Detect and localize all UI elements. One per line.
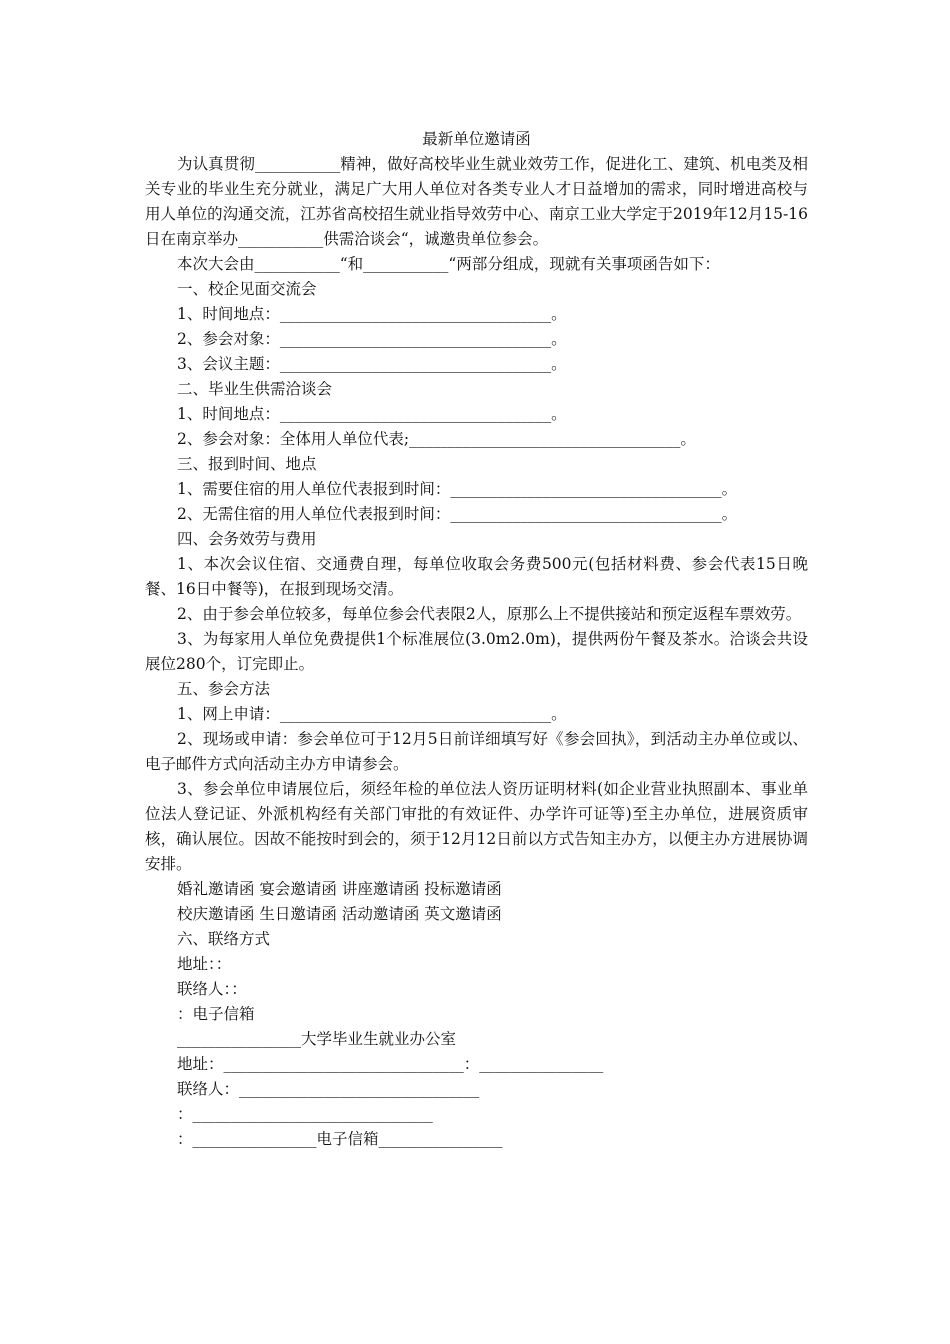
intro-paragraph: 为认真贯彻___________精神，做好高校毕业生就业效劳工作，促进化工、建筑、机电类及相关专业的毕业生充分就业，满足广大用人单位对各类专业人才日益增加的需求，同时增进高校与用人单位的沟通交流，江苏省高校招生就业指导效劳中心、南京工业大学定于2019年12月15-16日在南京举办___________供需洽谈会“，诚邀贵单位参会。 — [145, 155, 808, 248]
related-links-row-1[interactable]: 婚礼邀请函 宴会邀请函 讲座邀请函 投标邀请函 — [177, 880, 502, 898]
office-name: ________________大学毕业生就业办公室 — [177, 1030, 457, 1048]
section-1-item-theme: 3、会议主题：___________________________________。 — [177, 355, 567, 373]
section-6-heading: 六、联络方式 — [177, 930, 271, 948]
office-phone: ：_______________________________ — [177, 1105, 433, 1123]
contact-address: 地址：： — [177, 955, 232, 973]
section-5-item-online: 1、网上申请：___________________________________。 — [177, 705, 567, 723]
section-4-item-fees: 1、本次会议住宿、交通费自理，每单位收取会务费500元(包括材料费、参会代表15日晚餐、16日中餐等)，在报到现场交清。 — [145, 555, 808, 598]
section-2-heading: 二、毕业生供需洽谈会 — [177, 380, 333, 398]
section-2-item-time-place: 1、时间地点：___________________________________。 — [177, 405, 567, 423]
section-4-item-booths: 3、为每家用人单位免费提供1个标准展位(3.0m2.0m)，提供两份午餐及茶水。洽谈会共设展位280个，订完即止。 — [145, 630, 808, 673]
office-address: 地址：_______________________________：________________ — [177, 1055, 604, 1073]
section-4-heading: 四、会务效劳与费用 — [177, 530, 317, 548]
related-links-row-2[interactable]: 校庆邀请函 生日邀请函 活动邀请函 英文邀请函 — [177, 905, 502, 923]
section-3-heading: 三、报到时间、地点 — [177, 455, 317, 473]
contact-person: 联络人：： — [177, 980, 247, 998]
section-2-item-attendees: 2、参会对象：全体用人单位代表;___________________________________。 — [177, 430, 696, 448]
section-1-item-time-place: 1、时间地点：___________________________________。 — [177, 305, 567, 323]
section-5-heading: 五、参会方法 — [177, 680, 271, 698]
section-4-item-representatives: 2、由于参会单位较多，每单位参会代表限2人，原那么上不提供接站和预定返程车票效劳。 — [177, 605, 802, 623]
section-3-item-without-lodging: 2、无需住宿的用人单位代表报到时间：___________________________________。 — [177, 505, 738, 523]
office-email: ：________________电子信箱________________ — [177, 1130, 503, 1148]
section-5-item-review: 3、参会单位申请展位后，须经年检的单位法人资历证明材料(如企业营业执照副本、事业单位法人登记证、外派机构经有关部门审批的有效证件、办学许可证等)至主办单位，进展资质审核，确认展位。因故不能按时到会的，须于12月12日前以方式告知主办方，以便主办方进展协调安排。 — [145, 780, 808, 873]
section-3-item-with-lodging: 1、需要住宿的用人单位代表报到时间：___________________________________。 — [177, 480, 738, 498]
document-title: 最新单位邀请函 — [422, 130, 531, 148]
contact-email: ：电子信箱 — [177, 1005, 255, 1023]
document-body — [145, 127, 808, 1152]
office-contact-person: 联络人：_______________________________ — [177, 1080, 480, 1098]
overview-paragraph: 本次大会由___________“和___________“两部分组成，现就有关事项函告如下： — [177, 255, 720, 273]
section-1-item-attendees: 2、参会对象：___________________________________。 — [177, 330, 567, 348]
section-5-item-onsite: 2、现场或申请：参会单位可于12月5日前详细填写好《参会回执》，到活动主办单位或以、电子邮件方式向活动主办方申请参会。 — [145, 730, 808, 773]
section-1-heading: 一、校企见面交流会 — [177, 280, 317, 298]
